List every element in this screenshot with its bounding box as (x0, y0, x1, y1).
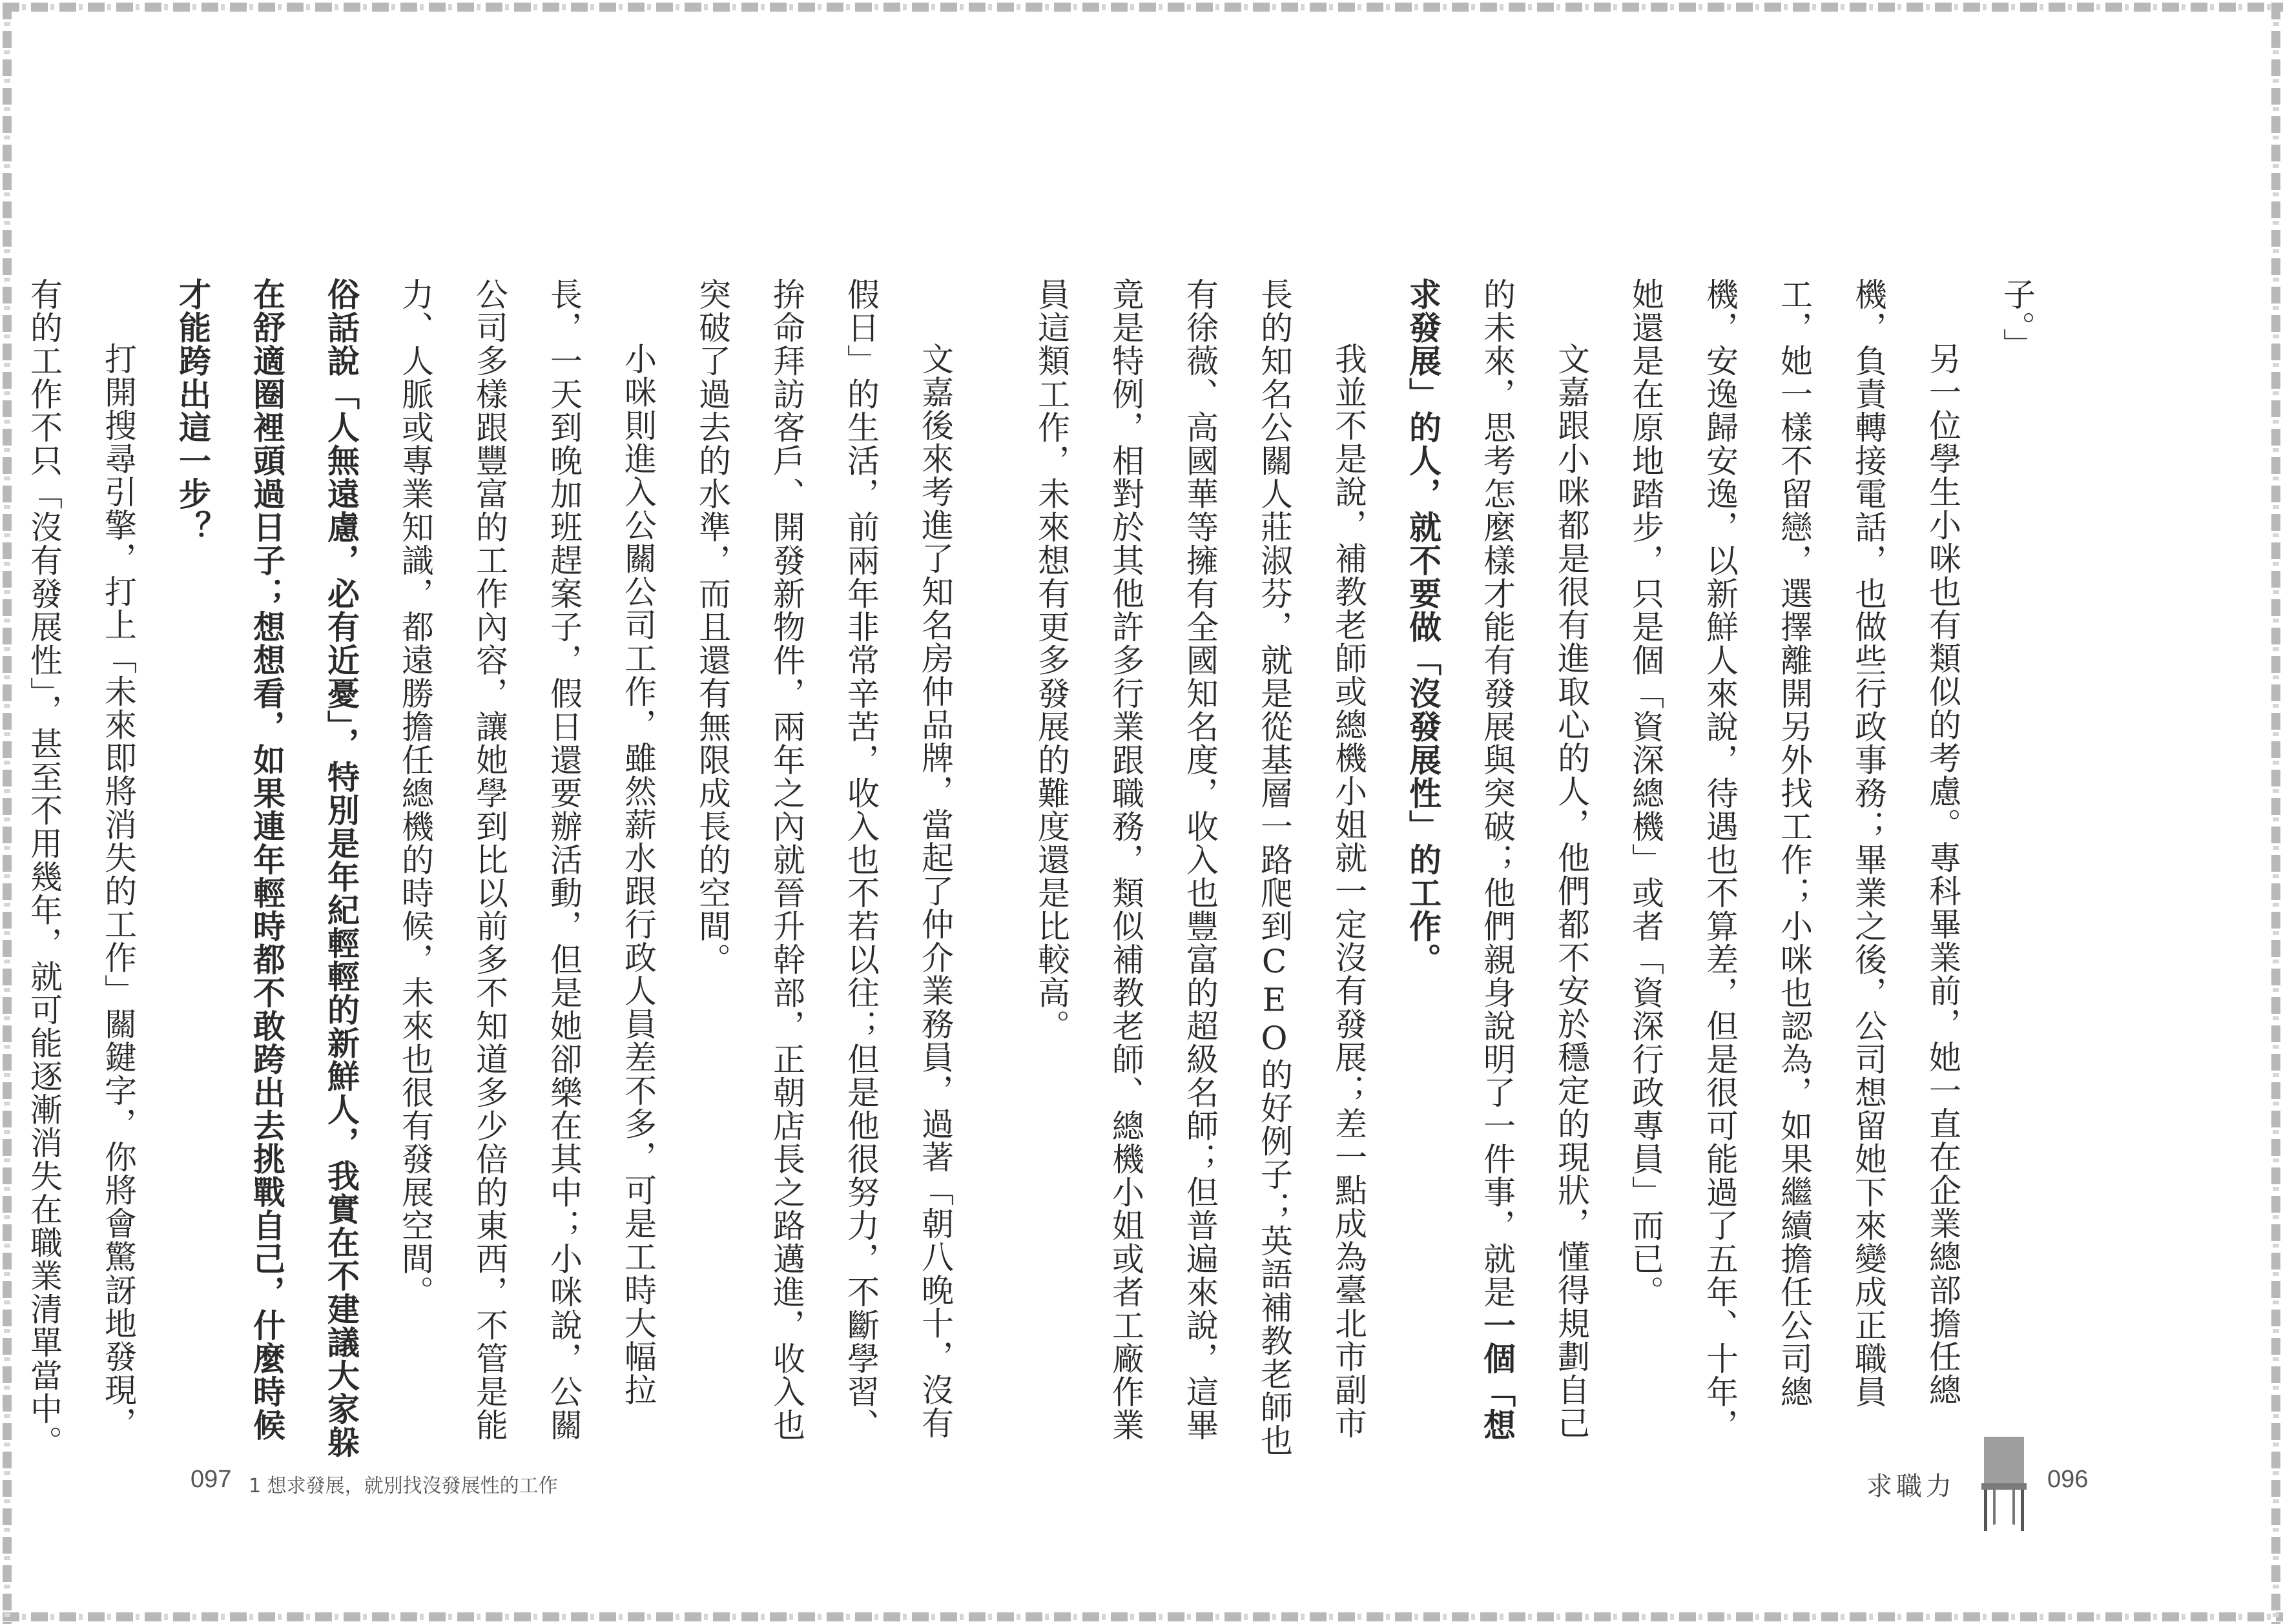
decorative-border-bottom (0, 1610, 2283, 1624)
emphasis-text: 一個「想求發展」的人，就不要做「沒發展性」的工作。 (1404, 278, 1516, 1442)
chair-icon (1976, 1437, 2034, 1534)
paragraph: 另一位學生小咪也有類似的考慮。專科畢業前，她一直在企業總部擔任總機，負責轉接電話，也做些行政事務；畢業之後，公司想留她下來變成正職員工，她一樣不留戀，選擇離開另外找工作；小咪也認為，如果繼續擔任公司總機，安逸歸安逸，以新鮮人來說，待遇也不算差，但是很可能過了五年、十年，她還是在原地踏步，只是個「資深總機」或者「資深行政專員」而已。 (1627, 278, 1961, 1442)
paragraph: 文嘉跟小咪都是很有進取心的人，他們都不安於穩定的現狀，懂得規劃自己的未來，思考怎麼樣才能有發展與突破；他們親身說明了一件事，就是一個「想求發展」的人，就不要做「沒發展性」的工作。 (1404, 278, 1590, 1442)
running-header-chapter: 1 想求發展，就別找沒發展性的工作 (249, 1475, 558, 1497)
running-header-book-title: 求職力 (1866, 1472, 1956, 1501)
decorative-border-top (0, 0, 2283, 14)
page-number-right: 096 (2047, 1466, 2089, 1493)
paragraph: 文嘉後來考進了知名房仲品牌，當起了仲介業務員，過著「朝八晚十，沒有假日」的生活，前兩年非常辛苦，收入也不若以往；但是他很努力，不斷學習、拚命拜訪客戶、開發新物件，兩年之內就晉升幹部，正朝店長之路邁進，收入也突破了過去的水準，而且還有無限成長的空間。 (694, 278, 954, 1442)
decorative-border-right (2269, 0, 2283, 1624)
page-number-left: 097 (191, 1466, 232, 1493)
right-page-body (1033, 278, 2054, 1472)
paragraph (155, 278, 378, 1472)
emphasis-text: 俗話說「人無遠慮，必有近憂」，特別是年紀輕輕的新鮮人，我實在不建議大家躲在舒適圈裡頭過日子；想想看，如果連年輕時都不敢跨出去挑戰自己，什麼時候才能跨出這一步？ (174, 278, 360, 1459)
left-page-body (25, 278, 972, 1472)
paragraph: 子。」 (1998, 278, 2036, 362)
paragraph: 我並不是說，補教老師或總機小姐就一定沒有發展；差一點成為臺北市副市長的知名公關人莊淑芬，就是從基層一路爬到CEO的好例子；英語補教老師也有徐薇、高國華等擁有全國知名度，收入也豐富的超級名師；但普遍來說，這畢竟是特例，相對於其他許多行業跟職務，類似補教老師、總機小姐或者工廠作業員這類工作，未來想有更多發展的難度還是比較高。 (1033, 278, 1367, 1457)
paragraph: 打開搜尋引擎，打上「未來即將消失的工作」關鍵字，你將會驚訝地發現，有的工作不只「沒有發展性」，甚至不用幾年，就可能逐漸消失在職業清單當中。 (25, 278, 137, 1459)
paragraph: 小咪則進入公關公司工作，雖然薪水跟行政人員差不多，可是工時大幅拉長，一天到晚加班趕案子，假日還要辦活動，但是她卻樂在其中；小咪說，公關公司多樣跟豐富的工作內容，讓她學到比以前多不知道多少倍的東西，不管是能力、人脈或專業知識，都遠勝擔任總機的時候，未來也很有發展空間。 (397, 278, 657, 1442)
